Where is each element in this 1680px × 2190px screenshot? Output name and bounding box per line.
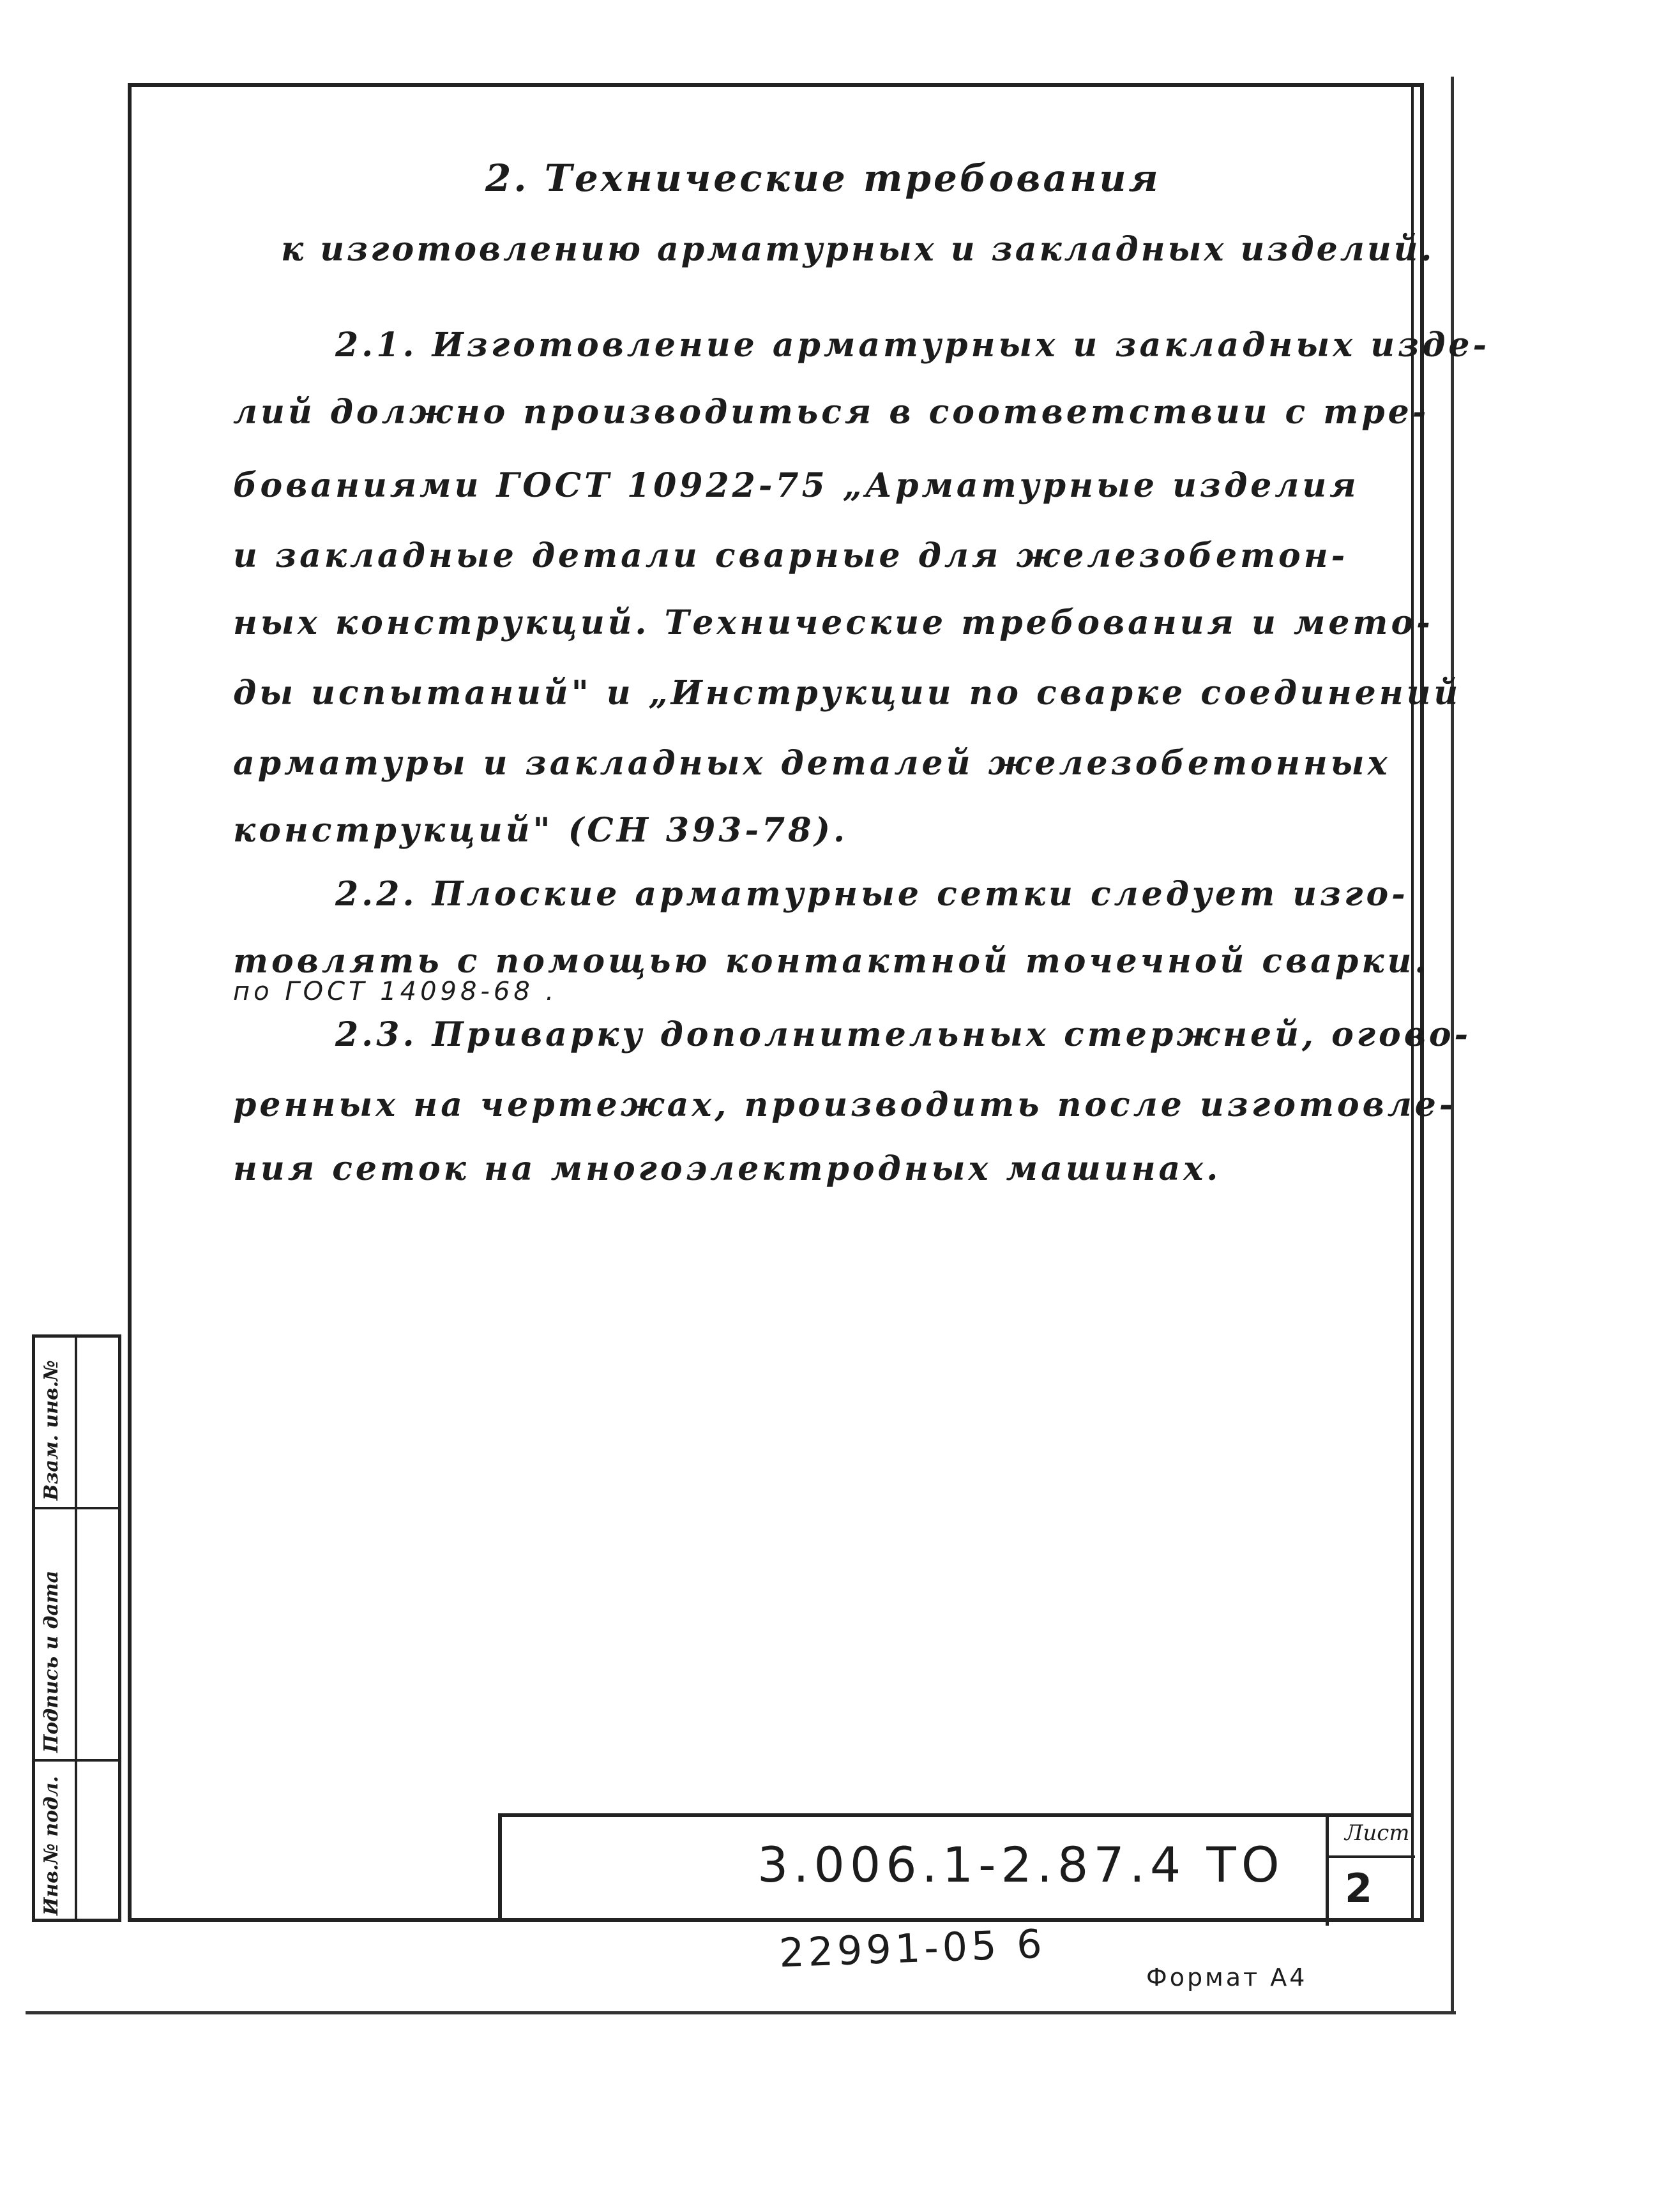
body-line: ных конструкций. Технические требования и мето- bbox=[233, 603, 1434, 642]
side-stamp-row-divider bbox=[35, 1507, 118, 1509]
body-line: арматуры и закладных деталей железобетонных bbox=[233, 744, 1391, 783]
body-line: бованиями ГОСТ 10922-75 „Арматурные изделия bbox=[233, 466, 1359, 505]
body-line: ренных на чертежах, производить после изготовле- bbox=[233, 1085, 1457, 1124]
body-line: и закладные детали сварные для железобетон- bbox=[233, 536, 1349, 575]
section-title: 2. Технические требования bbox=[485, 156, 1161, 200]
format-label: Формат А4 bbox=[1146, 1963, 1308, 1991]
body-line: ды испытаний" и „Инструкции по сварке соединений bbox=[233, 674, 1462, 713]
body-line: конструкций" (СН 393-78). bbox=[233, 811, 849, 850]
body-line: 2.1. Изготовление арматурных и закладных изде- bbox=[335, 326, 1490, 365]
sheet-edge-bottom bbox=[26, 2011, 1456, 2014]
side-label-replacement: Взам. инв.№ bbox=[40, 1360, 63, 1500]
body-line-small: по ГОСТ 14098-68 . bbox=[233, 977, 558, 1006]
side-stamp-column-divider bbox=[75, 1338, 77, 1919]
body-line: ния сеток на многоэлектродных машинах. bbox=[233, 1149, 1222, 1188]
side-label-inventory: Инв.№ подл. bbox=[40, 1776, 63, 1915]
side-stamp-row-divider bbox=[35, 1759, 118, 1762]
body-line: лий должно производиться в соответствии с тре- bbox=[233, 393, 1430, 432]
section-subtitle: к изготовлению арматурных и закладных изделий. bbox=[281, 230, 1435, 269]
title-block-divider bbox=[1326, 1817, 1329, 1926]
body-line: 2.2. Плоские арматурные сетки следует изго- bbox=[335, 875, 1409, 914]
body-line: товлять с помощью контактной точечной сварки. bbox=[233, 942, 1430, 981]
sheet-label: Лист bbox=[1345, 1820, 1410, 1846]
side-stamp bbox=[32, 1334, 121, 1922]
sheet-number: 2 bbox=[1345, 1865, 1373, 1912]
title-block bbox=[498, 1813, 1411, 1922]
document-code: 3.006.1-2.87.4 ТО bbox=[757, 1836, 1285, 1893]
title-block-sheet-divider bbox=[1326, 1855, 1415, 1858]
inventory-number: 22991-05 6 bbox=[778, 1920, 1047, 1977]
body-line: 2.3. Приварку дополнительных стержней, огово- bbox=[335, 1015, 1472, 1054]
side-label-signature-date: Подпись и дата bbox=[40, 1570, 63, 1753]
